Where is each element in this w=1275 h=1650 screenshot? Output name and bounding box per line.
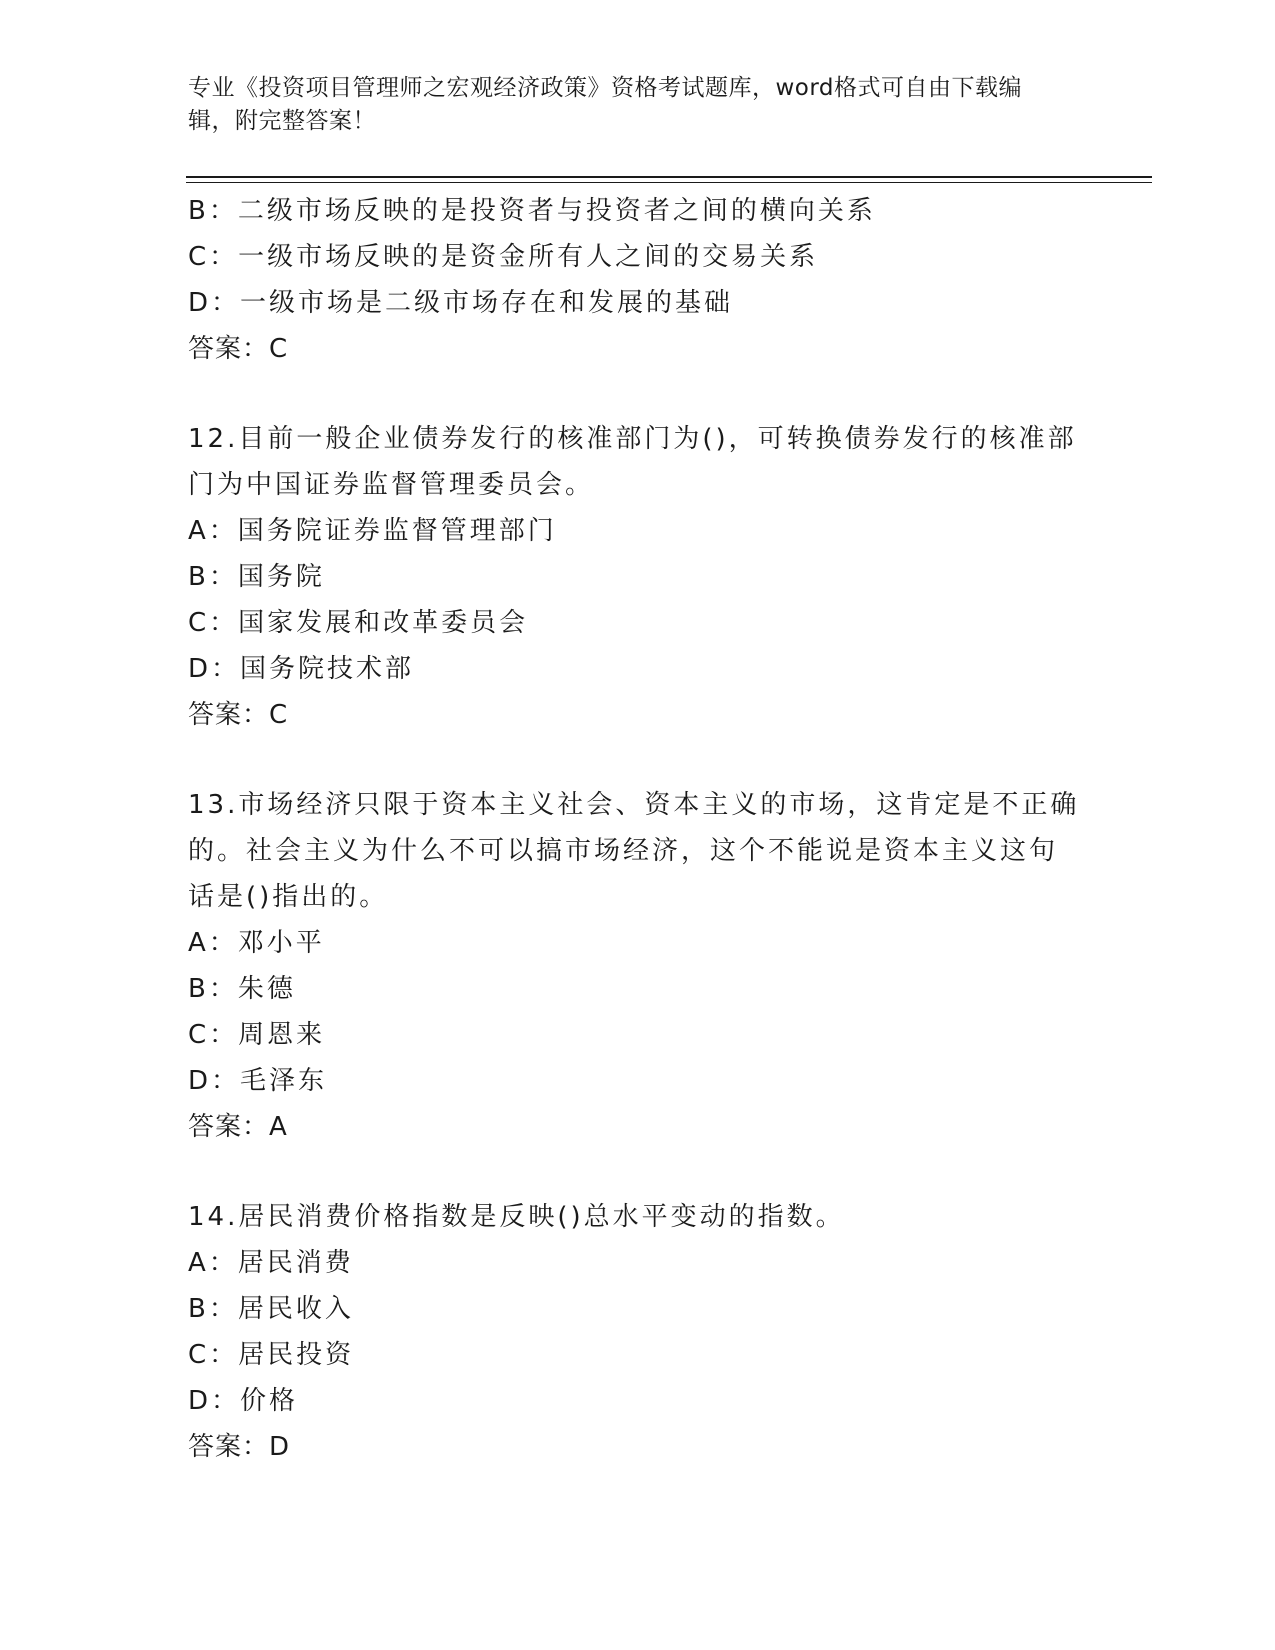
- question-stem-line: 13.市场经济只限于资本主义社会、资本主义的市场，这肯定是不正确: [188, 790, 1080, 820]
- option-a: A：居民消费: [188, 1248, 354, 1278]
- option-b: B：二级市场反映的是投资者与投资者之间的横向关系: [188, 196, 876, 226]
- option-b: B：朱德: [188, 974, 296, 1004]
- question-list: [188, 188, 1088, 1470]
- option-c: C：周恩来: [188, 1020, 326, 1050]
- answer: 答案：C: [188, 334, 289, 364]
- option-d: D：毛泽东: [188, 1066, 328, 1096]
- option-c: C：国家发展和改革委员会: [188, 608, 529, 638]
- prev-question: [188, 188, 1088, 372]
- option-a: A：国务院证券监督管理部门: [188, 516, 557, 546]
- option-d: D：一级市场是二级市场存在和发展的基础: [188, 288, 734, 318]
- option-a: A：邓小平: [188, 928, 325, 958]
- option-d: D：国务院技术部: [188, 654, 415, 684]
- question-13: [188, 782, 1088, 1150]
- spacer: [188, 1150, 1088, 1194]
- option-b: B：居民收入: [188, 1294, 354, 1324]
- answer: 答案：C: [188, 700, 289, 730]
- option-b: B：国务院: [188, 562, 325, 592]
- spacer: [188, 372, 1088, 416]
- header-divider-thick: [186, 176, 1152, 178]
- question-stem-line: 门为中国证券监督管理委员会。: [188, 470, 595, 500]
- spacer: [188, 738, 1088, 782]
- question-stem-line: 的。社会主义为什么不可以搞市场经济，这个不能说是资本主义这句: [188, 836, 1059, 866]
- answer: 答案：A: [188, 1112, 288, 1142]
- question-stem-line: 12.目前一般企业债券发行的核准部门为()，可转换债券发行的核准部: [188, 424, 1077, 454]
- option-c: C：一级市场反映的是资金所有人之间的交易关系: [188, 242, 819, 272]
- option-d: D：价格: [188, 1386, 299, 1416]
- question-12: [188, 416, 1088, 738]
- question-14: [188, 1194, 1088, 1470]
- header-divider-thin: [186, 182, 1152, 183]
- question-stem-line: 14.居民消费价格指数是反映()总水平变动的指数。: [188, 1202, 845, 1232]
- answer: 答案：D: [188, 1432, 291, 1462]
- option-c: C：居民投资: [188, 1340, 355, 1370]
- question-stem-line: 话是()指出的。: [188, 882, 389, 912]
- document-header: 专业《投资项目管理师之宏观经济政策》资格考试题库，word格式可自由下载编辑，附完整答案！: [188, 75, 1023, 134]
